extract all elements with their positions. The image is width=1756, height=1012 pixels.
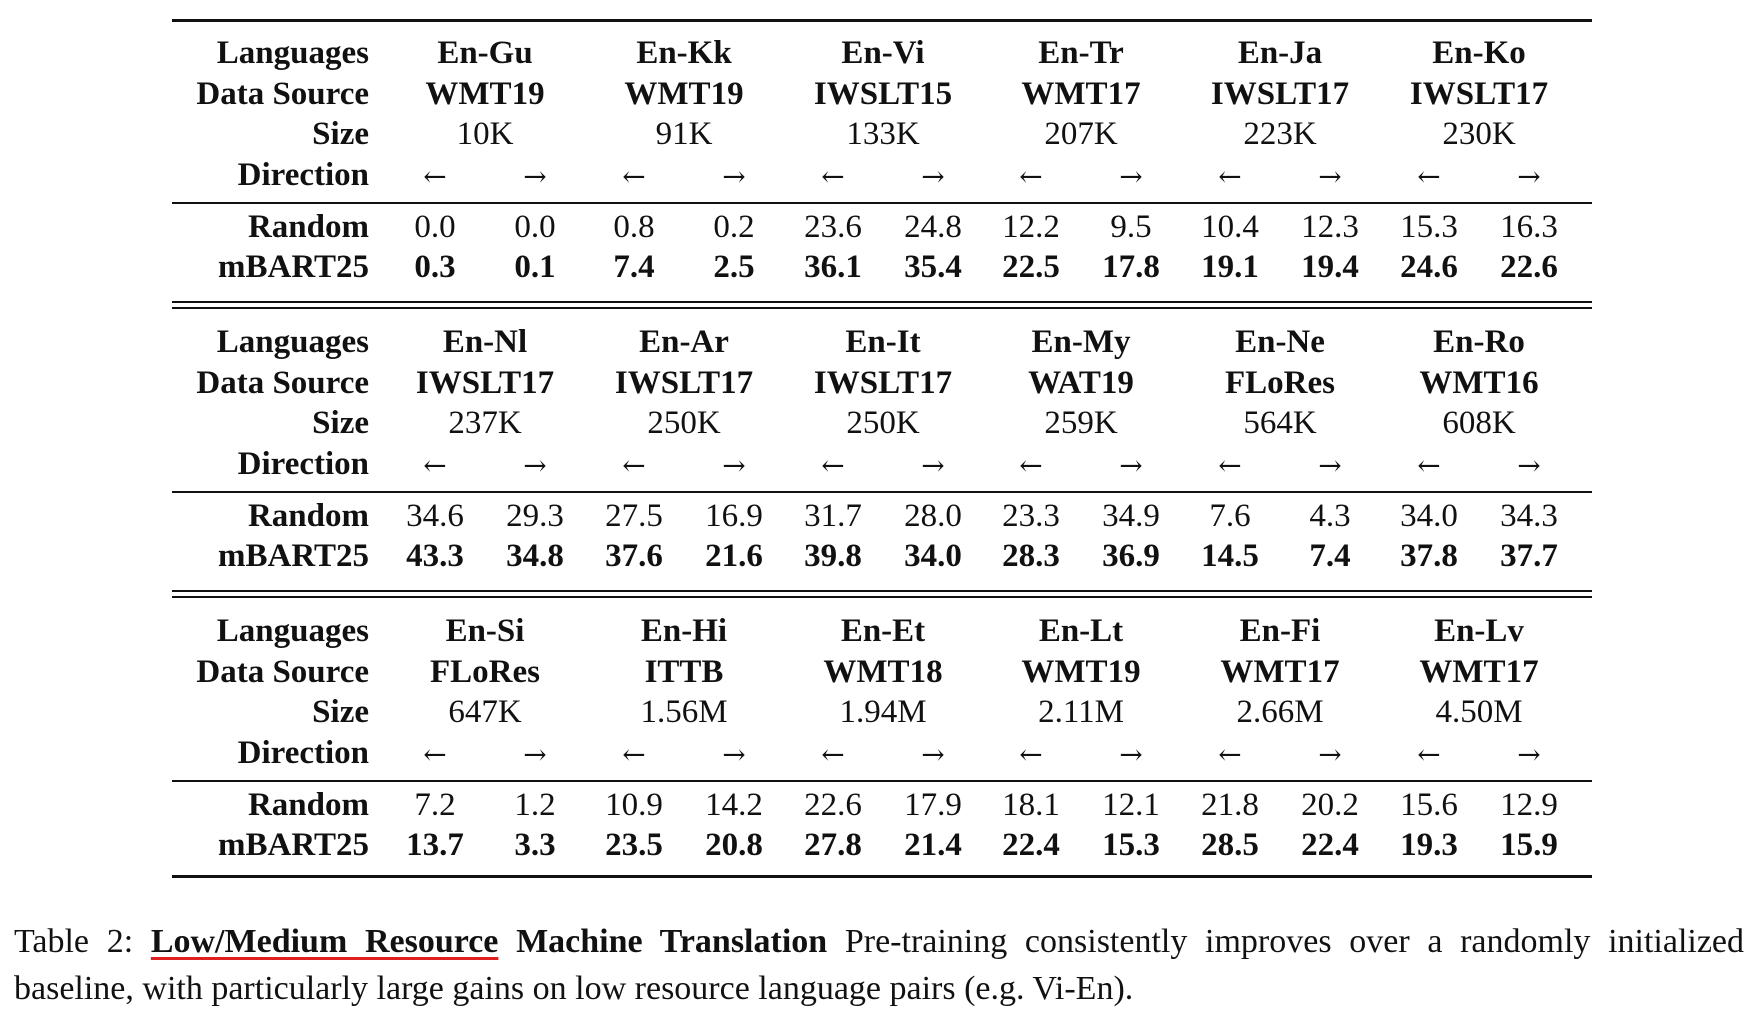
random-score-cell: 28.0 xyxy=(904,498,962,534)
mbart25-score-cell: 2.5 xyxy=(713,249,755,285)
data-source-cell: WMT19 xyxy=(425,75,545,112)
mbart25-score-cell: 21.6 xyxy=(705,538,763,574)
language-pair-header: En-Ar xyxy=(639,324,729,360)
random-score-cell: 0.0 xyxy=(514,209,556,245)
mbart25-score-cell: 14.5 xyxy=(1201,538,1259,574)
mbart25-score-cell: 21.4 xyxy=(904,827,962,863)
random-score-cell: 23.3 xyxy=(1002,498,1060,534)
arrow-right-icon: → xyxy=(523,159,547,193)
language-pair-header: En-Ko xyxy=(1432,35,1526,71)
arrow-left-icon: ← xyxy=(423,159,447,193)
size-cell: 133K xyxy=(846,116,920,152)
arrow-right-icon: → xyxy=(523,737,547,771)
mbart25-score-cell: 34.0 xyxy=(904,538,962,574)
row-label-languages: Languages xyxy=(216,324,369,360)
data-source-cell: ITTB xyxy=(644,653,724,690)
language-pair-header: En-Vi xyxy=(841,35,925,71)
mbart25-score-cell: 13.7 xyxy=(406,827,464,863)
language-pair-header: En-Kk xyxy=(636,35,732,71)
data-source-cell: FLoRes xyxy=(430,653,540,690)
mbart25-score-cell: 28.3 xyxy=(1002,538,1060,574)
arrow-right-icon: → xyxy=(722,448,746,482)
random-score-cell: 1.2 xyxy=(514,787,556,823)
mbart25-score-cell: 15.9 xyxy=(1500,827,1558,863)
mbart25-score-cell: 7.4 xyxy=(613,249,655,285)
mbart25-score-cell: 27.8 xyxy=(804,827,862,863)
row-label-mbart25: mBART25 xyxy=(217,249,369,285)
arrow-right-icon: → xyxy=(1318,159,1342,193)
language-pair-header: En-It xyxy=(845,324,921,360)
data-source-cell: IWSLT17 xyxy=(1409,75,1549,112)
mbart25-score-cell: 22.4 xyxy=(1002,827,1060,863)
random-score-cell: 15.6 xyxy=(1400,787,1458,823)
language-pair-header: En-Ro xyxy=(1433,324,1525,360)
row-label-direction: Direction xyxy=(237,734,369,771)
arrow-left-icon: ← xyxy=(1417,737,1441,771)
random-score-cell: 16.3 xyxy=(1500,209,1558,245)
arrow-right-icon: → xyxy=(722,159,746,193)
random-score-cell: 34.9 xyxy=(1102,498,1160,534)
size-cell: 2.11M xyxy=(1038,694,1124,730)
caption-prefix: Table 2: xyxy=(14,923,151,960)
mbart25-score-cell: 23.5 xyxy=(605,827,663,863)
block-separator-rule xyxy=(172,590,1592,592)
block-separator-rule xyxy=(172,301,1592,303)
random-score-cell: 12.1 xyxy=(1102,787,1160,823)
arrow-left-icon: ← xyxy=(821,448,845,482)
arrow-right-icon: → xyxy=(921,159,945,193)
mbart25-score-cell: 15.3 xyxy=(1102,827,1160,863)
random-score-cell: 20.2 xyxy=(1301,787,1359,823)
row-label-languages: Languages xyxy=(216,613,369,649)
row-label-random: Random xyxy=(247,209,369,245)
random-score-cell: 24.8 xyxy=(904,209,962,245)
table-caption xyxy=(14,918,1744,1012)
random-score-cell: 12.9 xyxy=(1500,787,1558,823)
row-label-data-source: Data Source xyxy=(196,75,369,112)
row-label-languages: Languages xyxy=(216,35,369,71)
size-cell: 10K xyxy=(456,116,514,152)
arrow-right-icon: → xyxy=(722,737,746,771)
mbart25-score-cell: 19.3 xyxy=(1400,827,1458,863)
mbart25-score-cell: 19.4 xyxy=(1301,249,1359,285)
arrow-right-icon: → xyxy=(1119,448,1143,482)
header-rule xyxy=(172,202,1592,204)
mbart25-score-cell: 35.4 xyxy=(904,249,962,285)
random-score-cell: 0.8 xyxy=(613,209,655,245)
random-score-cell: 21.8 xyxy=(1201,787,1259,823)
size-cell: 4.50M xyxy=(1435,694,1523,730)
row-label-direction: Direction xyxy=(237,445,369,482)
top-rule xyxy=(172,19,1592,22)
row-label-size: Size xyxy=(312,116,369,152)
size-cell: 2.66M xyxy=(1236,694,1324,730)
data-source-cell: FLoRes xyxy=(1225,364,1335,401)
mbart25-score-cell: 36.9 xyxy=(1102,538,1160,574)
arrow-left-icon: ← xyxy=(1417,448,1441,482)
language-pair-header: En-Tr xyxy=(1038,35,1124,71)
caption-underlined-phrase: Low/Medium Resource xyxy=(150,923,499,960)
row-label-size: Size xyxy=(312,405,369,441)
data-source-cell: WMT16 xyxy=(1419,364,1539,401)
random-score-cell: 12.3 xyxy=(1301,209,1359,245)
size-cell: 223K xyxy=(1243,116,1317,152)
bottom-rule xyxy=(172,875,1592,878)
arrow-right-icon: → xyxy=(921,448,945,482)
data-source-cell: WMT19 xyxy=(1021,653,1141,690)
mbart25-score-cell: 20.8 xyxy=(705,827,763,863)
random-score-cell: 15.3 xyxy=(1400,209,1458,245)
mbart25-score-cell: 43.3 xyxy=(406,538,464,574)
random-score-cell: 12.2 xyxy=(1002,209,1060,245)
caption-text: Pre-training consistently improves over a randomly initialized baseline, with particularly large gains on low resource language pairs (e.g. Vi-En). xyxy=(14,923,1745,1007)
block-separator-rule xyxy=(172,307,1592,309)
random-score-cell: 34.6 xyxy=(406,498,464,534)
language-pair-header: En-My xyxy=(1031,324,1131,360)
language-pair-header: En-Hi xyxy=(640,613,728,649)
random-score-cell: 0.0 xyxy=(414,209,456,245)
size-cell: 608K xyxy=(1442,405,1516,441)
arrow-left-icon: ← xyxy=(423,448,447,482)
size-cell: 259K xyxy=(1044,405,1118,441)
mbart25-score-cell: 37.6 xyxy=(605,538,663,574)
language-pair-header: En-Ja xyxy=(1237,35,1323,71)
mbart25-score-cell: 34.8 xyxy=(506,538,564,574)
data-source-cell: IWSLT15 xyxy=(813,75,953,112)
arrow-left-icon: ← xyxy=(1218,159,1242,193)
random-score-cell: 22.6 xyxy=(804,787,862,823)
arrow-right-icon: → xyxy=(523,448,547,482)
mbart25-score-cell: 19.1 xyxy=(1201,249,1259,285)
size-cell: 237K xyxy=(448,405,522,441)
language-pair-header: En-Nl xyxy=(442,324,528,360)
arrow-left-icon: ← xyxy=(1218,448,1242,482)
random-score-cell: 23.6 xyxy=(804,209,862,245)
arrow-right-icon: → xyxy=(1119,737,1143,771)
header-rule xyxy=(172,491,1592,493)
random-score-cell: 9.5 xyxy=(1110,209,1152,245)
mbart25-score-cell: 22.6 xyxy=(1500,249,1558,285)
language-pair-header: En-Lv xyxy=(1434,613,1524,649)
size-cell: 250K xyxy=(647,405,721,441)
random-score-cell: 31.7 xyxy=(804,498,862,534)
language-pair-header: En-Fi xyxy=(1239,613,1321,649)
mbart25-score-cell: 28.5 xyxy=(1201,827,1259,863)
mbart25-score-cell: 24.6 xyxy=(1400,249,1458,285)
arrow-left-icon: ← xyxy=(622,737,646,771)
mbart25-score-cell: 37.8 xyxy=(1400,538,1458,574)
arrow-right-icon: → xyxy=(1318,737,1342,771)
mbart25-score-cell: 22.4 xyxy=(1301,827,1359,863)
row-label-mbart25: mBART25 xyxy=(217,538,369,574)
random-score-cell: 7.6 xyxy=(1209,498,1251,534)
data-source-cell: IWSLT17 xyxy=(813,364,953,401)
row-label-random: Random xyxy=(247,787,369,823)
size-cell: 1.94M xyxy=(839,694,927,730)
arrow-left-icon: ← xyxy=(622,159,646,193)
arrow-right-icon: → xyxy=(921,737,945,771)
arrow-left-icon: ← xyxy=(1019,448,1043,482)
data-source-cell: WMT17 xyxy=(1021,75,1141,112)
random-score-cell: 29.3 xyxy=(506,498,564,534)
arrow-left-icon: ← xyxy=(1019,737,1043,771)
data-source-cell: WAT19 xyxy=(1028,364,1134,401)
language-pair-header: En-Et xyxy=(840,613,926,649)
size-cell: 230K xyxy=(1442,116,1516,152)
language-pair-header: En-Si xyxy=(445,613,525,649)
language-pair-header: En-Gu xyxy=(437,35,533,71)
random-score-cell: 7.2 xyxy=(414,787,456,823)
random-score-cell: 10.9 xyxy=(605,787,663,823)
mbart25-score-cell: 3.3 xyxy=(514,827,556,863)
random-score-cell: 27.5 xyxy=(605,498,663,534)
mbart25-score-cell: 7.4 xyxy=(1309,538,1351,574)
arrow-left-icon: ← xyxy=(1218,737,1242,771)
mbart25-score-cell: 0.1 xyxy=(514,249,556,285)
mbart25-score-cell: 37.7 xyxy=(1500,538,1558,574)
size-cell: 91K xyxy=(655,116,713,152)
data-source-cell: WMT18 xyxy=(823,653,943,690)
language-pair-header: En-Ne xyxy=(1235,324,1325,360)
header-rule xyxy=(172,780,1592,782)
data-source-cell: IWSLT17 xyxy=(415,364,555,401)
arrow-right-icon: → xyxy=(1119,159,1143,193)
random-score-cell: 34.0 xyxy=(1400,498,1458,534)
arrow-left-icon: ← xyxy=(821,737,845,771)
size-cell: 1.56M xyxy=(640,694,728,730)
mbart25-score-cell: 22.5 xyxy=(1002,249,1060,285)
random-score-cell: 18.1 xyxy=(1002,787,1060,823)
size-cell: 647K xyxy=(448,694,522,730)
arrow-left-icon: ← xyxy=(821,159,845,193)
arrow-left-icon: ← xyxy=(622,448,646,482)
arrow-right-icon: → xyxy=(1517,159,1541,193)
mbart25-score-cell: 0.3 xyxy=(414,249,456,285)
random-score-cell: 16.9 xyxy=(705,498,763,534)
row-label-random: Random xyxy=(247,498,369,534)
random-score-cell: 17.9 xyxy=(904,787,962,823)
arrow-right-icon: → xyxy=(1517,737,1541,771)
random-score-cell: 34.3 xyxy=(1500,498,1558,534)
data-source-cell: WMT19 xyxy=(624,75,744,112)
arrow-left-icon: ← xyxy=(1019,159,1043,193)
mbart25-score-cell: 17.8 xyxy=(1102,249,1160,285)
block-separator-rule xyxy=(172,596,1592,598)
mbart25-score-cell: 36.1 xyxy=(804,249,862,285)
row-label-mbart25: mBART25 xyxy=(217,827,369,863)
random-score-cell: 14.2 xyxy=(705,787,763,823)
size-cell: 207K xyxy=(1044,116,1118,152)
row-label-direction: Direction xyxy=(237,156,369,193)
arrow-right-icon: → xyxy=(1318,448,1342,482)
arrow-left-icon: ← xyxy=(423,737,447,771)
data-source-cell: WMT17 xyxy=(1419,653,1539,690)
caption-bold-title: Machine Translation xyxy=(498,923,828,960)
arrow-right-icon: → xyxy=(1517,448,1541,482)
data-source-cell: WMT17 xyxy=(1220,653,1340,690)
mbart25-score-cell: 39.8 xyxy=(804,538,862,574)
size-cell: 250K xyxy=(846,405,920,441)
language-pair-header: En-Lt xyxy=(1038,613,1124,649)
arrow-left-icon: ← xyxy=(1417,159,1441,193)
random-score-cell: 10.4 xyxy=(1201,209,1259,245)
data-source-cell: IWSLT17 xyxy=(1210,75,1350,112)
data-source-cell: IWSLT17 xyxy=(614,364,754,401)
row-label-size: Size xyxy=(312,694,369,730)
row-label-data-source: Data Source xyxy=(196,364,369,401)
size-cell: 564K xyxy=(1243,405,1317,441)
row-label-data-source: Data Source xyxy=(196,653,369,690)
random-score-cell: 4.3 xyxy=(1309,498,1351,534)
random-score-cell: 0.2 xyxy=(713,209,755,245)
